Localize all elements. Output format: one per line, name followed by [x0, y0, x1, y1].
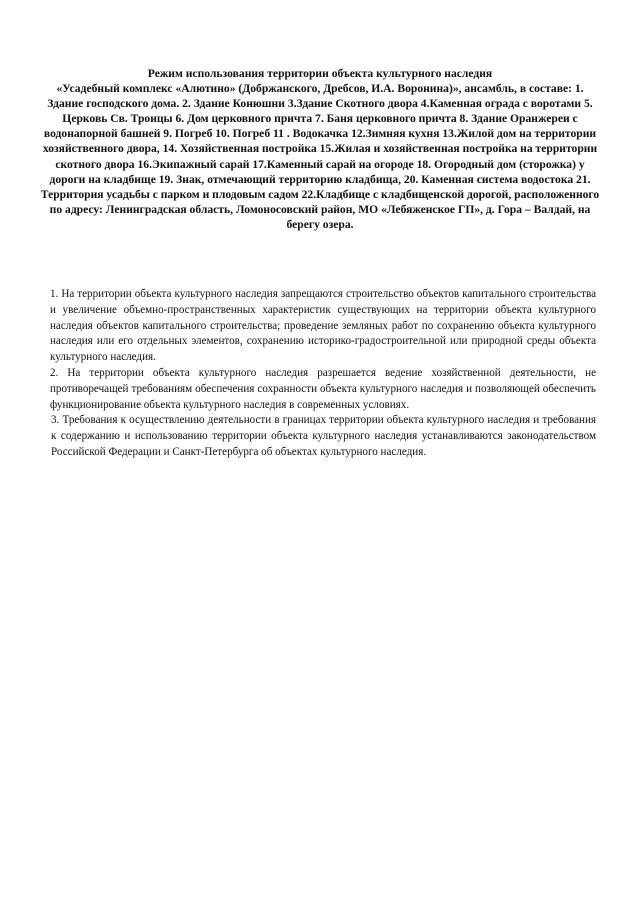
document-subtitle: «Усадебный комплекс «Алютино» (Добржанского, Дребсов, И.А. Воронина)», ансамбль, в составе: 1. Здание господского дома. 2. Здание Конюшни 3.Здание Скотного двора 4.Каменная ограда с воротами 5. Церковь Св. Троицы 6. Дом церковного причта 7. Баня церковного причта 8. Здание Оранжереи с водонапорной башней 9. Погреб 10. Погреб 11 . Водокачка 12.Зимняя кухня 13.Жилой дом на территории хозяйственного двора, 14. Хозяйственная постройка 15.Жилая и хозяйственная постройка на территории скотного двора 16.Экипажный сарай 17.Каменный сарай на огороде 18. Огородный дом (сторожка) у дороги на кладбище 19. Знак, отмечающий территорию кладбища, 20. Каменная система водостока 21. Территория усадьбы с парком и плодовым садом 22.Кладбище с кладбищенской дорогой, расположенного по адресу: Ленинградская область, Ломоносовский район, МО «Лебяженское ГП», д. Гора – Валдай, на берегу озера. [40, 82, 600, 231]
paragraph-3: 3. Требования к осуществлению деятельности в границах территории объекта культурного наследия и требования к содержанию и использованию территории объекта культурного наследия устанавливаются законодательством Российской Федерации и Санкт-Петербурга об объектах культурного наследия. [51, 414, 596, 458]
document-body [50, 287, 596, 461]
document-title: Режим использования территории объекта культурного наследия [147, 67, 493, 80]
paragraph-1: 1. На территории объекта культурного наследия запрещаются строительство объектов капитального строительства и увеличение объемно-пространственных характеристик существующих на территории объекта культурного наследия объектов капитального строительства; проведение земляных работ по сохранению объекта культурного наследия или его отдельных элементов, сохранению историко-градостроительной или природной среды объекта культурного наследия. [50, 288, 596, 364]
document-heading [40, 66, 600, 232]
paragraph-2: 2. На территории объекта культурного наследия разрешается ведение хозяйственной деятельности, не противоречащей требованиям обеспечения сохранности объекта культурного наследия и позволяющей обеспечить функционирование объекта культурного наследия в современных условиях. [50, 366, 596, 411]
